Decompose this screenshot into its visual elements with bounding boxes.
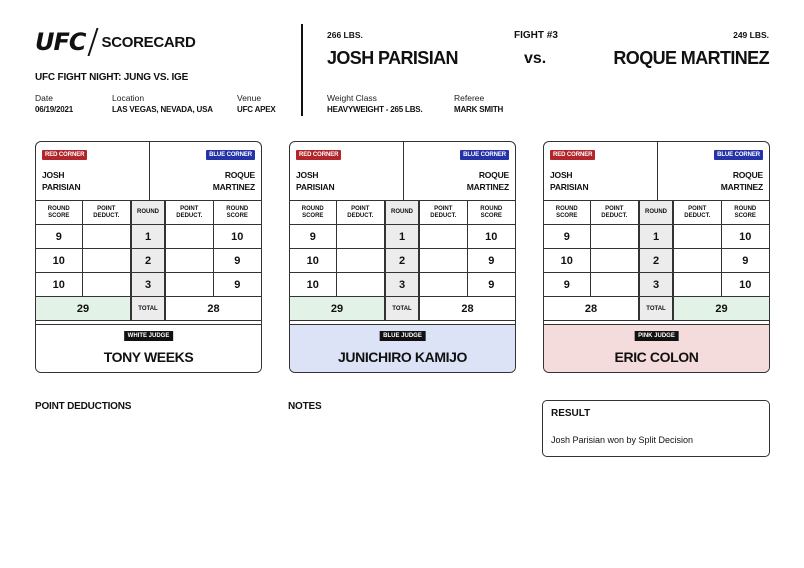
round-row — [36, 273, 261, 297]
total-label: TOTAL — [385, 297, 419, 321]
referee-value: MARK SMITH — [454, 105, 504, 114]
score-header-row — [36, 201, 261, 225]
judge-box — [544, 324, 769, 373]
corner-header — [36, 142, 261, 200]
round-row — [544, 225, 769, 249]
blue-first-name: ROQUE — [478, 170, 509, 180]
red-last-name: PARISIAN — [42, 182, 81, 192]
judge-box — [36, 324, 261, 373]
red-round-score: 10 — [36, 249, 82, 273]
round-row — [36, 225, 261, 249]
blue-corner-fighter — [721, 169, 763, 193]
score-header-row — [544, 201, 769, 225]
red-round-score: 10 — [290, 273, 336, 297]
round-score-header: ROUND SCORE — [721, 201, 769, 225]
blue-last-name: MARTINEZ — [212, 182, 255, 192]
round-number: 1 — [385, 225, 419, 249]
red-corner-badge: RED CORNER — [296, 150, 341, 160]
red-last-name: PARISIAN — [296, 182, 335, 192]
red-point-deduction — [590, 249, 639, 273]
red-point-deduction — [336, 225, 385, 249]
blue-point-deduction — [419, 249, 467, 273]
round-score-header: ROUND SCORE — [544, 201, 590, 225]
corner-divider — [657, 142, 658, 200]
venue-label: Venue — [237, 93, 262, 103]
logo-divider — [87, 28, 98, 56]
blue-point-deduction — [673, 225, 721, 249]
blue-corner-badge: BLUE CORNER — [714, 150, 763, 160]
red-point-deduction — [82, 273, 131, 297]
red-total: 29 — [36, 297, 131, 321]
judge-label: BLUE JUDGE — [379, 331, 426, 341]
total-row — [544, 297, 769, 321]
red-round-score: 10 — [290, 249, 336, 273]
red-round-score: 9 — [36, 225, 82, 249]
judge-name: JUNICHIRO KAMIJO — [338, 349, 467, 365]
point-deduct-header: POINT DEDUCT. — [336, 201, 385, 225]
red-total: 29 — [290, 297, 385, 321]
round-number: 2 — [385, 249, 419, 273]
blue-first-name: ROQUE — [732, 170, 763, 180]
red-point-deduction — [336, 249, 385, 273]
blue-corner-fighter — [467, 169, 509, 193]
red-total: 28 — [544, 297, 639, 321]
red-fighter-name: JOSH PARISIAN — [327, 48, 458, 68]
blue-round-score: 10 — [213, 225, 261, 249]
corner-header — [290, 142, 515, 200]
round-number: 1 — [639, 225, 673, 249]
round-number: 3 — [131, 273, 165, 297]
blue-point-deduction — [419, 273, 467, 297]
blue-round-score: 9 — [213, 249, 261, 273]
total-row — [36, 297, 261, 321]
red-corner-badge: RED CORNER — [550, 150, 595, 160]
red-round-score: 9 — [544, 273, 590, 297]
judge-box — [290, 324, 515, 373]
round-number: 3 — [385, 273, 419, 297]
point-deduct-header: POINT DEDUCT. — [82, 201, 131, 225]
blue-round-score: 10 — [467, 225, 515, 249]
round-score-header: ROUND SCORE — [467, 201, 515, 225]
corner-divider — [149, 142, 150, 200]
event-title: UFC FIGHT NIGHT: JUNG VS. IGE — [35, 72, 189, 83]
blue-first-name: ROQUE — [224, 170, 255, 180]
judge-name: TONY WEEKS — [103, 349, 194, 365]
blue-corner-fighter — [213, 169, 255, 193]
red-corner-badge: RED CORNER — [42, 150, 87, 160]
point-deductions-heading: POINT DEDUCTIONS — [35, 401, 132, 412]
blue-point-deduction — [165, 273, 213, 297]
venue-value: UFC APEX — [237, 105, 276, 114]
location-value: LAS VEGAS, NEVADA, USA — [112, 105, 213, 114]
red-weight: 266 LBS. — [327, 30, 363, 40]
blue-last-name: MARTINEZ — [466, 182, 509, 192]
judge-label: WHITE JUDGE — [124, 331, 174, 341]
red-first-name: JOSH — [42, 170, 65, 180]
blue-point-deduction — [673, 273, 721, 297]
blue-point-deduction — [165, 225, 213, 249]
red-round-score: 9 — [290, 225, 336, 249]
weight-class-label: Weight Class — [327, 93, 377, 103]
blue-round-score: 9 — [467, 273, 515, 297]
blue-fighter-name: ROQUE MARTINEZ — [613, 48, 769, 68]
result-text: Josh Parisian won by Split Decision — [551, 435, 694, 445]
judge-name: ERIC COLON — [614, 349, 699, 365]
blue-total: 28 — [165, 297, 261, 321]
vs-label: vs. — [524, 50, 547, 67]
date-value: 06/19/2021 — [35, 105, 74, 114]
red-last-name: PARISIAN — [550, 182, 589, 192]
round-number: 2 — [639, 249, 673, 273]
weight-class-value: HEAVYWEIGHT - 265 LBS. — [327, 105, 423, 114]
ufc-logo — [35, 28, 195, 56]
blue-weight: 249 LBS. — [733, 30, 769, 40]
red-corner-fighter — [550, 169, 588, 193]
blue-corner-badge: BLUE CORNER — [460, 150, 509, 160]
score-table — [290, 200, 515, 321]
notes-heading: NOTES — [288, 401, 322, 412]
location-label: Location — [112, 93, 145, 103]
judge-scorecard — [35, 141, 262, 373]
red-point-deduction — [336, 273, 385, 297]
blue-round-score: 10 — [721, 225, 769, 249]
red-corner-fighter — [296, 169, 334, 193]
red-point-deduction — [82, 249, 131, 273]
red-round-score: 10 — [544, 249, 590, 273]
blue-total: 28 — [419, 297, 515, 321]
red-corner-fighter — [42, 169, 80, 193]
round-score-header: ROUND SCORE — [213, 201, 261, 225]
round-number: 1 — [131, 225, 165, 249]
round-row — [544, 273, 769, 297]
referee-label: Referee — [454, 93, 485, 103]
round-score-header: ROUND SCORE — [36, 201, 82, 225]
point-deduct-header: POINT DEDUCT. — [165, 201, 213, 225]
blue-total: 29 — [673, 297, 769, 321]
judge-label: PINK JUDGE — [634, 331, 679, 341]
point-deduct-header: POINT DEDUCT. — [590, 201, 639, 225]
round-row — [544, 249, 769, 273]
result-title: RESULT — [551, 408, 591, 419]
corner-header — [544, 142, 769, 200]
round-row — [290, 249, 515, 273]
logo-text: UFC — [35, 28, 86, 56]
red-first-name: JOSH — [550, 170, 573, 180]
judge-scorecard — [289, 141, 516, 373]
corner-divider — [403, 142, 404, 200]
red-point-deduction — [590, 225, 639, 249]
blue-round-score: 9 — [467, 249, 515, 273]
blue-round-score: 9 — [213, 273, 261, 297]
red-round-score: 9 — [544, 225, 590, 249]
result-box — [542, 400, 770, 457]
date-label: Date — [35, 93, 53, 103]
point-deduct-header: POINT DEDUCT. — [419, 201, 467, 225]
round-header: ROUND — [131, 201, 165, 225]
blue-last-name: MARTINEZ — [720, 182, 763, 192]
round-row — [36, 249, 261, 273]
round-row — [290, 225, 515, 249]
blue-point-deduction — [673, 249, 721, 273]
blue-corner-badge: BLUE CORNER — [206, 150, 255, 160]
blue-point-deduction — [419, 225, 467, 249]
fight-number: FIGHT #3 — [514, 30, 558, 41]
total-label: TOTAL — [131, 297, 165, 321]
red-point-deduction — [82, 225, 131, 249]
round-header: ROUND — [639, 201, 673, 225]
score-header-row — [290, 201, 515, 225]
round-number: 3 — [639, 273, 673, 297]
round-row — [290, 273, 515, 297]
score-table — [36, 200, 261, 321]
red-first-name: JOSH — [296, 170, 319, 180]
total-label: TOTAL — [639, 297, 673, 321]
round-number: 2 — [131, 249, 165, 273]
doc-title: SCORECARD — [101, 33, 196, 51]
red-round-score: 10 — [36, 273, 82, 297]
judge-scorecard — [543, 141, 770, 373]
red-point-deduction — [590, 273, 639, 297]
header-divider — [301, 24, 303, 116]
round-score-header: ROUND SCORE — [290, 201, 336, 225]
round-header: ROUND — [385, 201, 419, 225]
score-table — [544, 200, 769, 321]
total-row — [290, 297, 515, 321]
blue-round-score: 9 — [721, 249, 769, 273]
point-deduct-header: POINT DEDUCT. — [673, 201, 721, 225]
blue-point-deduction — [165, 249, 213, 273]
blue-round-score: 10 — [721, 273, 769, 297]
